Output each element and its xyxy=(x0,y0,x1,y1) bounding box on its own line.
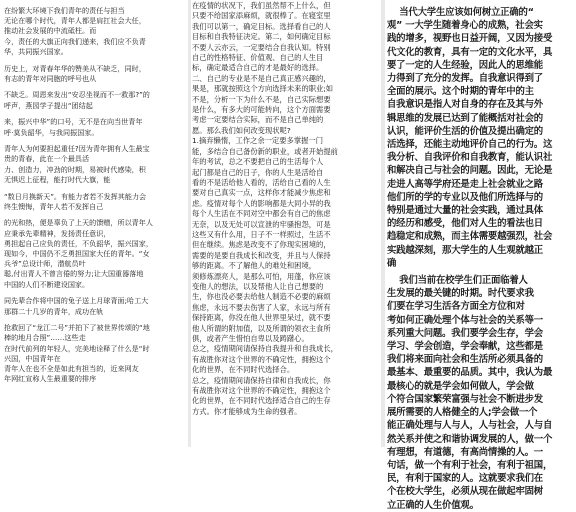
essay-column-3 xyxy=(385,0,576,511)
paragraph: 不缺乏。周恩来发出“安忍坐视而不一救那?”的 呼声，燕园学子提出“团结起 xyxy=(4,90,150,110)
paragraph: 历史上，对青春年华的赞美从不缺乏，同时， 有志的青年对同胞的呼号也从 xyxy=(4,63,146,83)
paragraph: 在纷繁大环境下我们青年的责任与担当 无论在哪个时代，青年人都是肩扛社会大任， 推动社会发展的中流砥柱。而 今，责任的大旗正向我们递来，我们应不负青 华，共同振兴国家。 xyxy=(4,6,146,56)
paragraph: 我们当前在校学生们正面临着人 生发展的最关键的时期。时代要求我 们要在学习生活各方面全方位和对 考如何正确处理个体与社会的关系等一 系列重大问题。我们要学会生存，学会 学习、学会创造，学会奉献，这些都是 我们将来面向社会和生活所必须具备的 最基本、最重要的品质。其中，我认为最 最核心的就是学会如何做人，学会做 个符合国家繁荣富强与社会不断进步发 展所需要的人格健全的人;学会做一个 能正确处理与人与人，人与社会，人与自 然关系并使之和谐协调发展的人，做一个 有理想，有道德，有高尚情操的人。一 句话，做一个有利于社会，有利于祖国， 民，有利于国家的人。这就要求我们在 个在校大学生，必须从现在做起牢固树 立正确的人生价值观。 xyxy=(387,275,553,511)
paragraph: 同先辈合作将中国的兔子送上月球背面;哈工大 那群二十几岁的青年，成功在轨 xyxy=(4,296,149,316)
paragraph: 在疫情的状况下，我们虽然帮不上什么，但 只要不给国家添麻烦，就很棒了。在寝室里 我们可以第一，确定目标。选择看自己的人 目标和自我特征决定。第二，如何确定目标 不要人云亦云，一定要结合自我认知。特别 自己的性格特征、价值观、自己的人生目 标，确定最适合自己的才是最好的选择。 二、自己的专业是不是自己真正感兴趣的， 果是，那就按照这个方向选择未来的职业;如 不是，分析一下为什么不是，自己实际想要 是什么，有多大的可能转向，这个方面需要 考虑一定要结合实际，而不是自己单纯的 愿。那么我们如何改变现状呢? 1.摘弃懒惰，工作之余一定要多掌握一门 能，多结合自己备份新的职业，或者开始提前 年的考试，总之不要把自己的生活每个人 起门都是自己的日子，你的人生是活给自 看的不是活给他人看的，活给自己看的人生 要对自己真实一点，这样你才能减少焦虑和 虑。疫情对每个人的影响都是大同小异的我 每个人生活在不同对空中都会有自己的焦虑 无奈，以及无处可以宣泄的牢骚抱怨，可是 这些又有什么用，日子不一样照过，生活不 但在继续。焦虑是改变不了你现实困境的， 需要的是要自我成长和改变，并且与人保持 够的距离。不了解他人的难处和困境， 须修炼漂亮人，是那么可怕，用蓬，你应该 变他人的想法，以及帮他人让自己想要的 生，你也没必要去给他人制造不必要的麻烦 焦虑，永远不要去伤害了人家，永远与所有 保持距离，你没在他人世界里呆过，就不要 他人所谓的附加值，以及所谓的领衣主食所 俱，或者产生惜怕自卑以及踌躇心。 总之，疫情期间请保持自我提升和自我成长， 有战胜你对这个世界的不确定性，拥抱这个 化的世界，在不同时代选择合。 总之，疫情期间请保持自律和自我成长，你 有战胜你对这个世界的不确定性，拥抱这个 化的世界，在不同时代选择适合自己的生存 方式。你才能够成为生命的强者。 xyxy=(192,1,338,416)
paragraph: 来，振兴中华”的口号，无不是在向当世青年 呼·莫负韶华，与我同振国家。 xyxy=(4,117,143,137)
essay-column-1 xyxy=(0,0,188,447)
paragraph: 青年人为何要担起重任?因为青年拥有人生最宝 贵的青春，此在一个最具活 力、创造力，冲劲的时期，易被时代感染，积 无惧迟上征程，能打时代大旗，能 xyxy=(4,144,150,184)
essay-column-2 xyxy=(191,0,381,447)
paragraph: 当代大学生应该如何树立正确的“ 观” 一大学生随着身心的成熟，社会实 践的增多，视野也日益开阔，又因为接受 代文化的教育，具有一定的文化水平，具 要了一定的人生经验，因此人的思维能 力得到了充分的发挥。自我意识得到了 全面的展示。这个时期的青年中的主 自我意识是指人对自身的存在及其与外 辑思维的发展已达到了能概括对社会的 认识，能评价生活的价值及提出确定的 活选择，还能主动地评价自己的行为。这 我分析、自我评价和自我教育，能认识社 和解决自己与社会的问题。因此，无论是 走进人高等学府还是走上社会就业之路 他们所的学的专业以及他们所选择与的 特别是通过大量的社会实践，通过具体 的经历和感受，他们对人生的看法也日 趋稳定和成熟，而主体需要越强烈，社会 实践越深刻，那大学生的人生观就越正 确 xyxy=(387,7,553,269)
paragraph: 的光和热，便是辜负了上天的馈赠，所以青年人 应秉承先辈精神，发扬责任意识， 勇担起自己应负的责任，不负韶华，振兴国家， 现如今，中国仍不乏勇担国家大任的青年。“女 兵爷”总设计师，潜航员叶 聪,付出青人不曾言倦的努力;让大国重器落地 中国的人们不断建设国家。 xyxy=(4,218,153,289)
paragraph: 抢救回了“龙江二号”并拍下了被世界传颂的“地 棒的地月合照”……这些走 在时代前列的年轻人，完美地诠释了什么是“时 兴国，中国青年在 青年人在也不全是如此有担当的，近来网友 年网红宣称人生最重要的排序 xyxy=(4,323,150,384)
paragraph: “数日月换新天”。有能力者若不发挥其能力会 终生懊悔，青年人若不发挥自己 xyxy=(4,191,147,211)
